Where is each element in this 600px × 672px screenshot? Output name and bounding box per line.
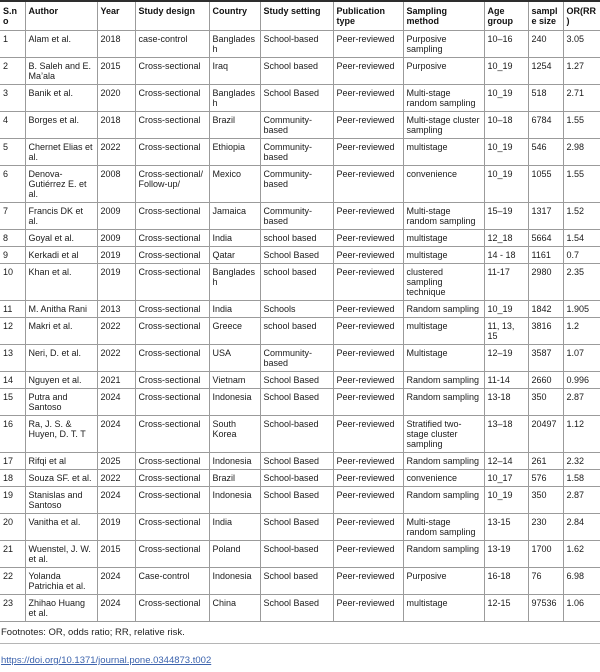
table-cell: Brazil	[209, 470, 260, 487]
table-cell: School Based	[260, 487, 333, 514]
table-cell: clustered sampling technique	[403, 264, 484, 301]
table-cell: 4	[0, 112, 25, 139]
table-cell: Peer-reviewed	[333, 112, 403, 139]
table-cell: Peer-reviewed	[333, 345, 403, 372]
table-cell: 5	[0, 139, 25, 166]
table-cell: Vietnam	[209, 372, 260, 389]
table-cell: 6784	[528, 112, 563, 139]
table-cell: 2015	[97, 58, 135, 85]
table-cell: 2019	[97, 247, 135, 264]
table-row	[0, 264, 600, 301]
table-cell: Indonesia	[209, 389, 260, 416]
table-cell: 8	[0, 230, 25, 247]
table-cell: 10_19	[484, 58, 528, 85]
table-cell: Zhihao Huang et al.	[25, 595, 97, 622]
table-cell: Peer-reviewed	[333, 389, 403, 416]
table-cell: School based	[260, 568, 333, 595]
table-cell: Stanislas and Santoso	[25, 487, 97, 514]
table-cell: 2009	[97, 230, 135, 247]
table-cell: 10_19	[484, 85, 528, 112]
table-cell: Cross-sectional	[135, 112, 209, 139]
table-cell: Bangladesh	[209, 31, 260, 58]
table-cell: 2019	[97, 514, 135, 541]
table-cell: 2.35	[563, 264, 600, 301]
table-cell: 1317	[528, 203, 563, 230]
table-cell: multistage	[403, 230, 484, 247]
table-cell: 0.996	[563, 372, 600, 389]
table-cell: Random sampling	[403, 541, 484, 568]
table-cell: 1842	[528, 301, 563, 318]
table-cell: Peer-reviewed	[333, 595, 403, 622]
table-cell: Brazil	[209, 112, 260, 139]
table-cell: School-based	[260, 541, 333, 568]
table-cell: Random sampling	[403, 301, 484, 318]
table-cell: 15	[0, 389, 25, 416]
table-cell: Cross-sectional	[135, 470, 209, 487]
table-row	[0, 203, 600, 230]
table-cell: 2022	[97, 345, 135, 372]
table-cell: Cross-sectional	[135, 595, 209, 622]
table-cell: Francis DK et al.	[25, 203, 97, 230]
table-cell: case-control	[135, 31, 209, 58]
table-cell: Indonesia	[209, 487, 260, 514]
table-cell: 230	[528, 514, 563, 541]
table-row	[0, 31, 600, 58]
table-row	[0, 487, 600, 514]
table-cell: Chernet Elias et al.	[25, 139, 97, 166]
table-cell: 1055	[528, 166, 563, 203]
table-cell: 2024	[97, 487, 135, 514]
footnote: Footnotes: OR, odds ratio; RR, relative risk.	[0, 622, 600, 644]
table-row	[0, 514, 600, 541]
table-cell: Cross-sectional	[135, 247, 209, 264]
table-cell: School Based	[260, 85, 333, 112]
table-row	[0, 301, 600, 318]
table-cell: Bangladesh	[209, 264, 260, 301]
header-cell: Age group	[484, 1, 528, 31]
table-cell: Multi-stage random sampling	[403, 85, 484, 112]
table-cell: Cross-sectional	[135, 264, 209, 301]
header-cell: Study setting	[260, 1, 333, 31]
table-cell: 2024	[97, 416, 135, 453]
table-cell: 2980	[528, 264, 563, 301]
table-cell: 12_18	[484, 230, 528, 247]
table-cell: Nguyen et al.	[25, 372, 97, 389]
table-cell: 11-17	[484, 264, 528, 301]
header-cell: OR(RR)	[563, 1, 600, 31]
table-cell: Multi-stage random sampling	[403, 203, 484, 230]
table-row	[0, 166, 600, 203]
table-cell: Jamaica	[209, 203, 260, 230]
table-cell: Denova-Gutiérrez E. et al.	[25, 166, 97, 203]
table-cell: 6	[0, 166, 25, 203]
table-cell: Indonesia	[209, 453, 260, 470]
table-cell: B. Saleh and E. Ma’ala	[25, 58, 97, 85]
table-cell: 1.55	[563, 112, 600, 139]
table-cell: Community-based	[260, 166, 333, 203]
table-cell: USA	[209, 345, 260, 372]
table-cell: Peer-reviewed	[333, 31, 403, 58]
table-cell: multistage	[403, 139, 484, 166]
table-cell: Community-based	[260, 112, 333, 139]
table-cell: School Based	[260, 372, 333, 389]
table-cell: Cross-sectional	[135, 230, 209, 247]
table-row	[0, 345, 600, 372]
table-cell: School Based	[260, 453, 333, 470]
table-cell: Community-based	[260, 139, 333, 166]
table-cell: 10_19	[484, 166, 528, 203]
table-cell: 2.98	[563, 139, 600, 166]
table-cell: Indonesia	[209, 568, 260, 595]
table-cell: 2019	[97, 264, 135, 301]
table-cell: 7	[0, 203, 25, 230]
table-cell: Qatar	[209, 247, 260, 264]
table-cell: 2.87	[563, 389, 600, 416]
table-cell: Alam et al.	[25, 31, 97, 58]
table-cell: Community-based	[260, 345, 333, 372]
table-cell: 13-18	[484, 389, 528, 416]
table-cell: 2024	[97, 595, 135, 622]
table-cell: 350	[528, 389, 563, 416]
table-cell: 20497	[528, 416, 563, 453]
table-cell: 576	[528, 470, 563, 487]
table-cell: Cross-sectional	[135, 318, 209, 345]
table-cell: India	[209, 301, 260, 318]
table-cell: Borges et al.	[25, 112, 97, 139]
table-row	[0, 470, 600, 487]
table-cell: 11, 13, 15	[484, 318, 528, 345]
table-cell: School Based	[260, 595, 333, 622]
table-cell: 1.12	[563, 416, 600, 453]
table-cell: Random sampling	[403, 389, 484, 416]
table-cell: Community-based	[260, 203, 333, 230]
table-cell: Putra and Santoso	[25, 389, 97, 416]
table-cell: 1.62	[563, 541, 600, 568]
table-cell: China	[209, 595, 260, 622]
table-cell: 22	[0, 568, 25, 595]
table-cell: Cross-sectional	[135, 139, 209, 166]
table-row	[0, 568, 600, 595]
table-cell: 2022	[97, 470, 135, 487]
table-cell: 2018	[97, 112, 135, 139]
table-cell: Multi-stage cluster sampling	[403, 112, 484, 139]
header-cell: Sampling method	[403, 1, 484, 31]
table-cell: 1.55	[563, 166, 600, 203]
table-cell: 0.7	[563, 247, 600, 264]
table-cell: 1	[0, 31, 25, 58]
table-cell: Iraq	[209, 58, 260, 85]
table-cell: 1.06	[563, 595, 600, 622]
table-cell: Souza SF. et al.	[25, 470, 97, 487]
table-cell: Neri, D. et al.	[25, 345, 97, 372]
table-cell: Case-control	[135, 568, 209, 595]
table-cell: School Based	[260, 514, 333, 541]
table-header-row	[0, 1, 600, 31]
table-cell: 2022	[97, 139, 135, 166]
table-cell: School-based	[260, 31, 333, 58]
table-cell: Cross-sectional	[135, 416, 209, 453]
table-cell: multistage	[403, 247, 484, 264]
table-row	[0, 372, 600, 389]
table-cell: 2024	[97, 568, 135, 595]
table-cell: 2.84	[563, 514, 600, 541]
table-cell: Yolanda Patrichia et al.	[25, 568, 97, 595]
table-cell: Peer-reviewed	[333, 470, 403, 487]
table-cell: Cross-sectional	[135, 453, 209, 470]
table-cell: school based	[260, 264, 333, 301]
table-cell: Ethiopia	[209, 139, 260, 166]
table-cell: 10_17	[484, 470, 528, 487]
table-cell: 2021	[97, 372, 135, 389]
table-cell: 546	[528, 139, 563, 166]
table-cell: 10_19	[484, 301, 528, 318]
table-cell: 11-14	[484, 372, 528, 389]
table-cell: Peer-reviewed	[333, 203, 403, 230]
table-cell: 6.98	[563, 568, 600, 595]
header-cell: Publication type	[333, 1, 403, 31]
table-cell: Cross-sectional	[135, 514, 209, 541]
table-cell: 20	[0, 514, 25, 541]
table-cell: convenience	[403, 470, 484, 487]
table-row	[0, 453, 600, 470]
table-cell: 13-19	[484, 541, 528, 568]
table-row	[0, 389, 600, 416]
table-cell: Khan et al.	[25, 264, 97, 301]
table-cell: Peer-reviewed	[333, 568, 403, 595]
table-cell: 1.52	[563, 203, 600, 230]
header-cell: Country	[209, 1, 260, 31]
table-row	[0, 58, 600, 85]
table-cell: multistage	[403, 595, 484, 622]
table-cell: 17	[0, 453, 25, 470]
table-cell: 3	[0, 85, 25, 112]
table-cell: Vanitha et al.	[25, 514, 97, 541]
table-cell: 1161	[528, 247, 563, 264]
table-cell: School Based	[260, 389, 333, 416]
table-cell: multistage	[403, 318, 484, 345]
table-cell: 240	[528, 31, 563, 58]
table-cell: School Based	[260, 247, 333, 264]
table-cell: 9	[0, 247, 25, 264]
table-cell: 10_19	[484, 487, 528, 514]
table-cell: Kerkadi et al	[25, 247, 97, 264]
table-cell: 76	[528, 568, 563, 595]
table-cell: Multistage	[403, 345, 484, 372]
table-cell: 23	[0, 595, 25, 622]
table-cell: 10–16	[484, 31, 528, 58]
table-cell: South Korea	[209, 416, 260, 453]
table-cell: Peer-reviewed	[333, 541, 403, 568]
table-cell: 18	[0, 470, 25, 487]
table-cell: 13–18	[484, 416, 528, 453]
table-cell: Cross-sectional/ Follow-up/	[135, 166, 209, 203]
table-cell: Rifqi et al	[25, 453, 97, 470]
table-cell: school based	[260, 230, 333, 247]
header-cell: sample size	[528, 1, 563, 31]
table-cell: India	[209, 514, 260, 541]
table-cell: Wuenstel, J. W. et al.	[25, 541, 97, 568]
table-cell: Cross-sectional	[135, 85, 209, 112]
table-cell: 10_19	[484, 139, 528, 166]
table-cell: 10	[0, 264, 25, 301]
table-cell: 2.32	[563, 453, 600, 470]
table-cell: Ra, J. S. & Huyen, D. T. T	[25, 416, 97, 453]
table-cell: school based	[260, 318, 333, 345]
table-cell: Peer-reviewed	[333, 416, 403, 453]
table-cell: 1700	[528, 541, 563, 568]
table-cell: Schools	[260, 301, 333, 318]
table-cell: 261	[528, 453, 563, 470]
table-cell: 2018	[97, 31, 135, 58]
table-cell: Mexico	[209, 166, 260, 203]
table-cell: Greece	[209, 318, 260, 345]
table-cell: 2022	[97, 318, 135, 345]
table-row	[0, 541, 600, 568]
doi-link[interactable]: https://doi.org/10.1371/journal.pone.0344873.t002	[1, 655, 212, 666]
header-cell: Study design	[135, 1, 209, 31]
table-cell: 2.87	[563, 487, 600, 514]
table-cell: 2020	[97, 85, 135, 112]
table-cell: 3.05	[563, 31, 600, 58]
table-cell: Makri et al.	[25, 318, 97, 345]
table-cell: School-based	[260, 416, 333, 453]
table-cell: Peer-reviewed	[333, 230, 403, 247]
table-cell: Peer-reviewed	[333, 58, 403, 85]
table-cell: 2013	[97, 301, 135, 318]
table-cell: 1.2	[563, 318, 600, 345]
table-cell: Banik et al.	[25, 85, 97, 112]
table-cell: Peer-reviewed	[333, 453, 403, 470]
table-cell: 3816	[528, 318, 563, 345]
table-cell: Peer-reviewed	[333, 264, 403, 301]
table-cell: 2.71	[563, 85, 600, 112]
table-cell: Cross-sectional	[135, 487, 209, 514]
table-cell: 1.58	[563, 470, 600, 487]
table-cell: 19	[0, 487, 25, 514]
table-cell: 12-15	[484, 595, 528, 622]
table-cell: Multi-stage random sampling	[403, 514, 484, 541]
table-cell: Poland	[209, 541, 260, 568]
table-cell: 2025	[97, 453, 135, 470]
table-cell: 13-15	[484, 514, 528, 541]
table-cell: 2008	[97, 166, 135, 203]
table-cell: 3587	[528, 345, 563, 372]
table-row	[0, 416, 600, 453]
table-cell: 5664	[528, 230, 563, 247]
table-cell: 14 - 18	[484, 247, 528, 264]
table-cell: Peer-reviewed	[333, 247, 403, 264]
table-cell: 1.905	[563, 301, 600, 318]
table-cell: 12–19	[484, 345, 528, 372]
table-cell: 11	[0, 301, 25, 318]
table-cell: Purposive	[403, 58, 484, 85]
table-cell: 12–14	[484, 453, 528, 470]
header-cell: S.no	[0, 1, 25, 31]
table-cell: 2024	[97, 389, 135, 416]
table-cell: 13	[0, 345, 25, 372]
table-cell: Peer-reviewed	[333, 514, 403, 541]
table-cell: 2015	[97, 541, 135, 568]
table-cell: Cross-sectional	[135, 372, 209, 389]
table-row	[0, 139, 600, 166]
table-cell: convenience	[403, 166, 484, 203]
table-cell: 12	[0, 318, 25, 345]
table-cell: 21	[0, 541, 25, 568]
table-cell: Peer-reviewed	[333, 85, 403, 112]
table-cell: Random sampling	[403, 453, 484, 470]
table-cell: Cross-sectional	[135, 541, 209, 568]
table-cell: Peer-reviewed	[333, 487, 403, 514]
doi-row	[0, 644, 600, 672]
table-cell: Purposive sampling	[403, 31, 484, 58]
table-cell: Peer-reviewed	[333, 139, 403, 166]
table-cell: 1.54	[563, 230, 600, 247]
table-cell: 15–19	[484, 203, 528, 230]
table-cell: 2009	[97, 203, 135, 230]
table-body	[0, 31, 600, 622]
table-cell: 2660	[528, 372, 563, 389]
table-cell: 10–18	[484, 112, 528, 139]
table-cell: 1.07	[563, 345, 600, 372]
table-cell: India	[209, 230, 260, 247]
table-cell: Random sampling	[403, 487, 484, 514]
table-cell: Cross-sectional	[135, 389, 209, 416]
table-cell: Peer-reviewed	[333, 301, 403, 318]
table-row	[0, 85, 600, 112]
table-cell: M. Anitha Rani	[25, 301, 97, 318]
table-cell: 350	[528, 487, 563, 514]
table-cell: 518	[528, 85, 563, 112]
header-cell: Year	[97, 1, 135, 31]
table-row	[0, 318, 600, 345]
table-cell: Cross-sectional	[135, 345, 209, 372]
header-cell: Author	[25, 1, 97, 31]
table-cell: Goyal et al.	[25, 230, 97, 247]
table-cell: Bangladesh	[209, 85, 260, 112]
table-cell: Peer-reviewed	[333, 318, 403, 345]
table-cell: Cross-sectional	[135, 301, 209, 318]
table-cell: Peer-reviewed	[333, 166, 403, 203]
table-row	[0, 112, 600, 139]
table-cell: 16-18	[484, 568, 528, 595]
table-row	[0, 247, 600, 264]
table-cell: School-based	[260, 470, 333, 487]
table-cell: Peer-reviewed	[333, 372, 403, 389]
table-row	[0, 230, 600, 247]
table-cell: School based	[260, 58, 333, 85]
table-cell: Purposive	[403, 568, 484, 595]
table-cell: 1254	[528, 58, 563, 85]
table-cell: 97536	[528, 595, 563, 622]
table-cell: Cross-sectional	[135, 203, 209, 230]
table-cell: 16	[0, 416, 25, 453]
table-cell: Stratified two-stage cluster sampling	[403, 416, 484, 453]
table-row	[0, 595, 600, 622]
table-cell: 14	[0, 372, 25, 389]
table-cell: 2	[0, 58, 25, 85]
table-cell: 1.27	[563, 58, 600, 85]
table-cell: Random sampling	[403, 372, 484, 389]
table-cell: Cross-sectional	[135, 58, 209, 85]
